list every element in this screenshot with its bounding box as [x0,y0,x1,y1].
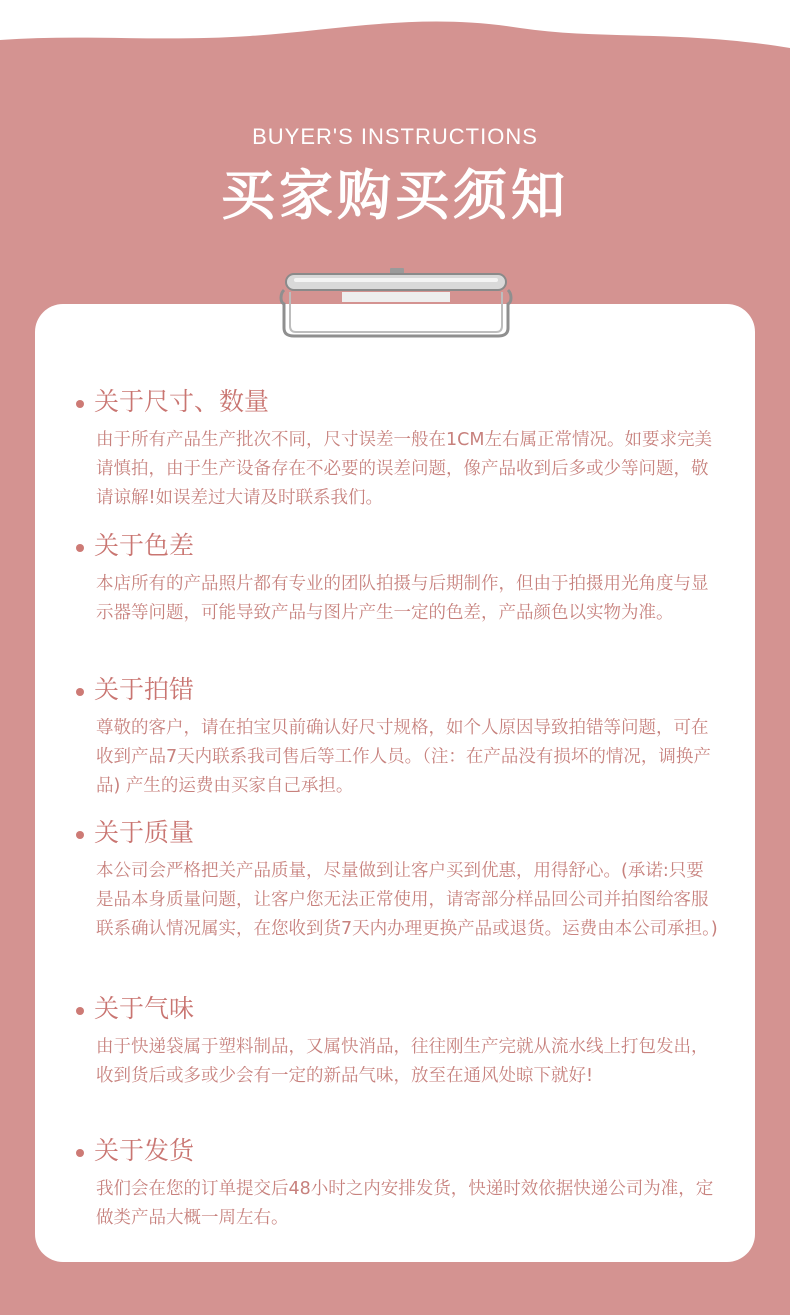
section-body: 尊敬的客户，请在拍宝贝前确认好尺寸规格，如个人原因导致拍错等问题，可在收到产品7天内联系我司售后等工作人员。（注：在产品没有损坏的情况，调换产品) 产生的运费由买家自己承担。 [96,718,711,796]
section-wrong-order [76,672,726,801]
section-quality [76,815,726,944]
subtitle: BUYER'S INSTRUCTIONS [252,124,538,149]
section-color-difference [76,528,726,628]
section-header [76,672,726,708]
section-header [76,991,726,1027]
section-title: 关于拍错 [94,675,195,704]
section-body: 由于所有产品生产批次不同，尺寸误差一般在1CM左右属正常情况。如要求完美请慎拍，由于生产设备存在不必要的误差问题，像产品收到后多或少等问题，敬请谅解!如误差过大请及时联系我们。 [96,430,712,508]
bullet-dot-icon [76,400,84,408]
bullet-dot-icon [76,1149,84,1157]
section-header [76,384,726,420]
section-body: 由于快递袋属于塑料制品，又属快消品，往往刚生产完就从流水线上打包发出，收到货后或多或少会有一定的新品气味，放至在通风处晾下就好! [96,1037,709,1086]
section-header [76,528,726,564]
bullet-dot-icon [76,831,84,839]
section-title: 关于质量 [94,818,195,847]
bullet-dot-icon [76,1007,84,1015]
top-wave-decoration [0,0,790,60]
section-odor [76,991,726,1091]
section-title: 关于色差 [94,531,195,560]
section-title: 关于发货 [94,1136,195,1165]
section-title: 关于尺寸、数量 [94,387,270,416]
section-size-quantity [76,384,726,513]
bullet-dot-icon [76,544,84,552]
bullet-dot-icon [76,688,84,696]
section-header [76,815,726,851]
section-body: 我们会在您的订单提交后48小时之内安排发货，快递时效依据快递公司为准，定做类产品大概一周左右。 [96,1179,714,1228]
section-shipping [76,1133,726,1233]
section-title: 关于气味 [94,994,195,1023]
page-title: 买家购买须知 [221,164,569,227]
section-body: 本公司会严格把关产品质量，尽量做到让客户买到优惠，用得舒心。(承诺:只要是品本身质量问题，让客户您无法正常使用，请寄部分样品回公司并拍图给客服联系确认情况属实，在您收到货7天内办理更换产品或退货。运费由本公司承担。) [96,861,718,939]
section-header [76,1133,726,1169]
section-body: 本店所有的产品照片都有专业的团队拍摄与后期制作，但由于拍摄用光角度与显示器等问题，可能导致产品与图片产生一定的色差，产品颜色以实物为准。 [96,574,709,623]
clipboard-clip-icon [276,266,516,342]
